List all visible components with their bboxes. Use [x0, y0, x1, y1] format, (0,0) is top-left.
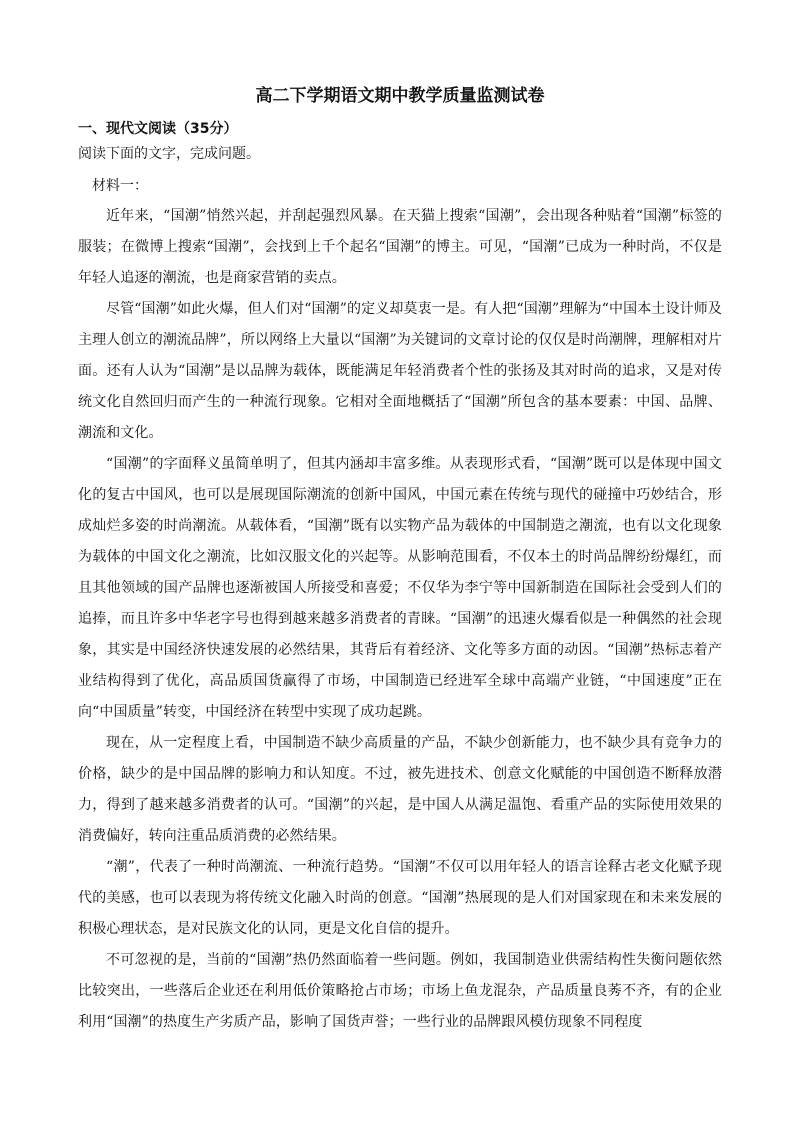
passage-paragraph: 近年来，“国潮”悄然兴起，并刮起强烈风暴。在天猫上搜索“国潮”，会出现各种贴着“国潮”标签的服装；在微博上搜索“国潮”，会找到上千个起名“国潮”的博主。可见，“国潮”已成为一种时尚，不仅是年轻人追逐的潮流，也是商家营销的卖点。	[78, 208, 722, 286]
passage-paragraph: 尽管“国潮”如此火爆，但人们对“国潮”的定义却莫衷一是。有人把“国潮”理解为“中国本土设计师及主理人创立的潮流品牌”，所以网络上大量以“国潮”为关键词的文章讨论的仅仅是时尚潮牌，理解相对片面。还有人认为“国潮”是以品牌为载体，既能满足年轻消费者个性的张扬及其对时尚的追求，又是对传统文化自然回归而产生的一种流行现象。它相对全面地概括了“国潮”所包含的基本要素：中国、品牌、潮流和文化。	[78, 301, 722, 441]
section-heading: 一、现代文阅读（35分）	[78, 121, 238, 137]
passage-paragraph: “潮”，代表了一种时尚潮流、一种流行趋势。“国潮”不仅可以用年轻人的语言诠释古老文化赋予现代的美感，也可以表现为将传统文化融入时尚的创意。“国潮”热展现的是人们对国家现在和未来发展的积极心理状态，是对民族文化的认同，更是文化自信的提升。	[78, 859, 722, 937]
passage-body	[78, 201, 722, 1038]
passage-paragraph: 现在，从一定程度上看，中国制造不缺少高质量的产品，不缺少创新能力，也不缺少具有竞争力的价格，缺少的是中国品牌的影响力和认知度。不过，被先进技术、创意文化赋能的中国创造不断释放潜力，得到了越来越多消费者的认可。“国潮”的兴起，是中国人从满足温饱、看重产品的实际使用效果的消费偏好，转向注重品质消费的必然结果。	[78, 735, 722, 844]
passage-paragraph: 不可忽视的是，当前的“国潮”热仍然面临着一些问题。例如，我国制造业供需结构性失衡问题依然比较突出，一些落后企业还在利用低价策略抢占市场；市场上鱼龙混杂，产品质量良莠不齐，有的企业利用“国潮”的热度生产劣质产品，影响了国货声誉；一些行业的品牌跟风模仿现象不同程度	[78, 952, 722, 1030]
material-label: 材料一：	[92, 178, 148, 194]
passage-paragraph: “国潮”的字面释义虽简单明了，但其内涵却丰富多维。从表现形式看，“国潮”既可以是体现中国文化的复古中国风，也可以是展现国际潮流的创新中国风，中国元素在传统与现代的碰撞中巧妙结合，形成灿烂多姿的时尚潮流。从载体看，“国潮”既有以实物产品为载体的中国制造之潮流，也有以文化现象为载体的中国文化之潮流，比如汉服文化的兴起等。从影响范围看，不仅本土的时尚品牌纷纷爆红，而且其他领域的国产品牌也逐渐被国人所接受和喜爱；不仅华为李宁等中国新制造在国际社会受到人们的追捧，而且许多中华老字号也得到越来越多消费者的青睐。“国潮”的迅速火爆看似是一种偶然的社会现象，其实是中国经济快速发展的必然结果，其背后有着经济、文化等多方面的动因。“国潮”热标志着产业结构得到了优化，高品质国货赢得了市场，中国制造已经进军全球中高端产业链，“中国速度”正在向“中国质量”转变，中国经济在转型中实现了成功起跳。	[78, 456, 722, 720]
reading-instruction: 阅读下面的文字，完成问题。	[78, 146, 260, 162]
exam-title: 高二下学期语文期中教学质量监测试卷	[255, 86, 545, 106]
